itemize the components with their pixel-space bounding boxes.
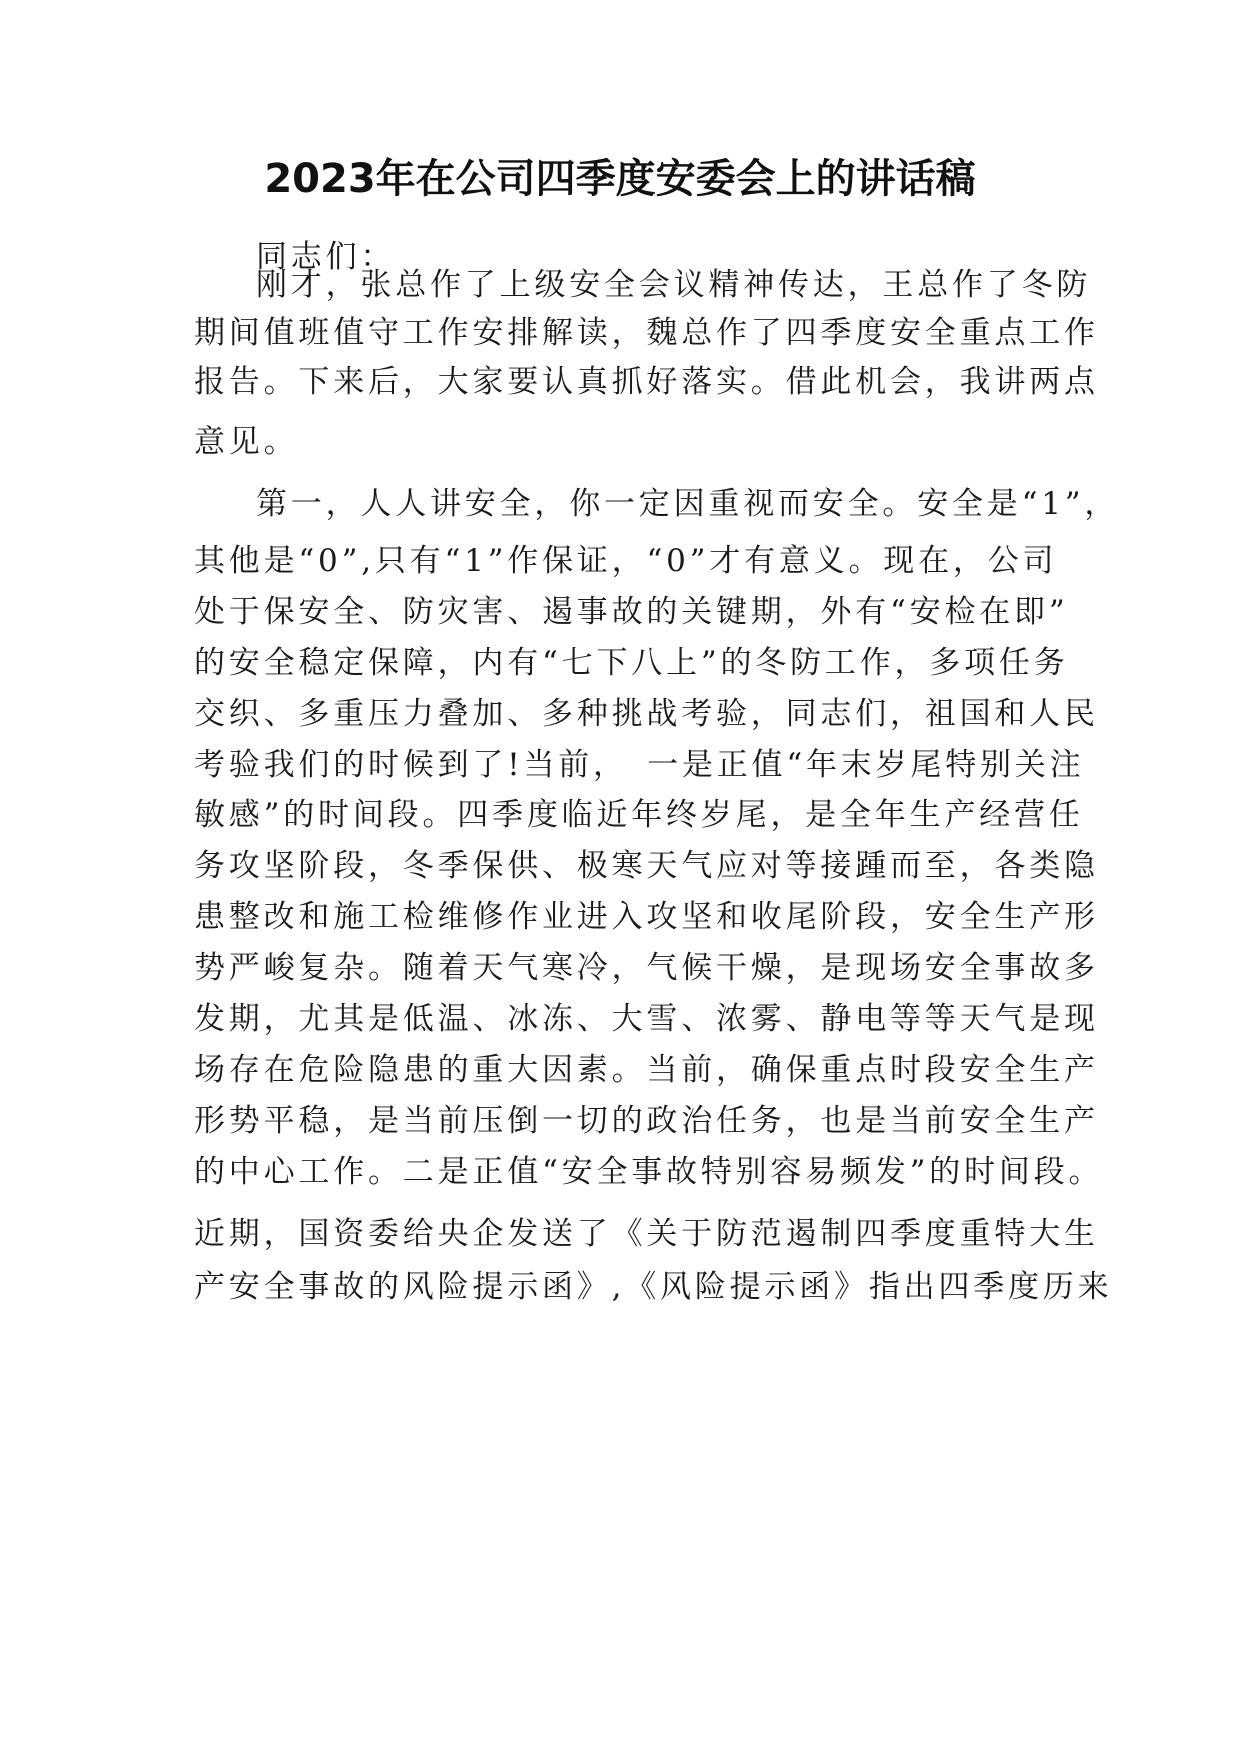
text-line: 报告。下来后，大家要认真抓好落实。借此机会，我讲两点 [194,364,1099,400]
text-line: 意见。 [194,424,299,460]
text-line: 刚才，张总作了上级安全会议精神传达，王总作了冬防 [256,267,1092,303]
text-line: 期间值班值守工作安排解读，魏总作了四季度安全重点工作 [194,315,1099,351]
text-line: 敏感”的时间段。四季度临近年终岁尾，是全年生产经营任 [194,797,1084,833]
text-line: 处于保安全、防灾害、遏事故的关键期，外有“安检在即” [194,594,1069,630]
text-line: 的安全稳定保障，内有“七下八上”的冬防工作，多项任务 [194,645,1069,681]
text-line: 其他是“0”,只有“1”作保证，“0”才有意义。现在，公司 [194,543,1058,579]
text-line: 务攻坚阶段，冬季保供、极寒天气应对等接踵而至，各类隐 [194,848,1099,884]
text-line: 产安全事故的风险提示函》,《风险提示函》指出四季度历来 [194,1269,1113,1305]
text-line: 形势平稳，是当前压倒一切的政治任务，也是当前安全生产 [194,1103,1099,1139]
text-line: 势严峻复杂。随着天气寒冷，气候干燥，是现场安全事故多 [194,950,1099,986]
text-line: 第一，人人讲安全，你一定因重视而安全。安全是“1”， [256,486,1120,522]
text-line: 交织、多重压力叠加、多种挑战考验，同志们，祖国和人民 [194,696,1099,732]
document-title: 2023年在公司四季度安委会上的讲话稿 [264,156,976,202]
text-line: 近期，国资委给央企发送了《关于防范遏制四季度重特大生 [194,1216,1099,1252]
text-line: 场存在危险隐患的重大因素。当前，确保重点时段安全生产 [194,1052,1099,1088]
text-line: 的中心工作。二是正值“安全事故特别容易频发”的时间段。 [194,1154,1104,1190]
text-line: 发期，尤其是低温、冰冻、大雪、浓雾、静电等等天气是现 [194,1001,1099,1037]
salutation: 同志们： [256,239,396,275]
text-line: 患整改和施工检维修作业进入攻坚和收尾阶段，安全生产形 [194,899,1099,935]
text-line: 考验我们的时候到了!当前， 一是正值“年末岁尾特别关注 [194,747,1085,783]
